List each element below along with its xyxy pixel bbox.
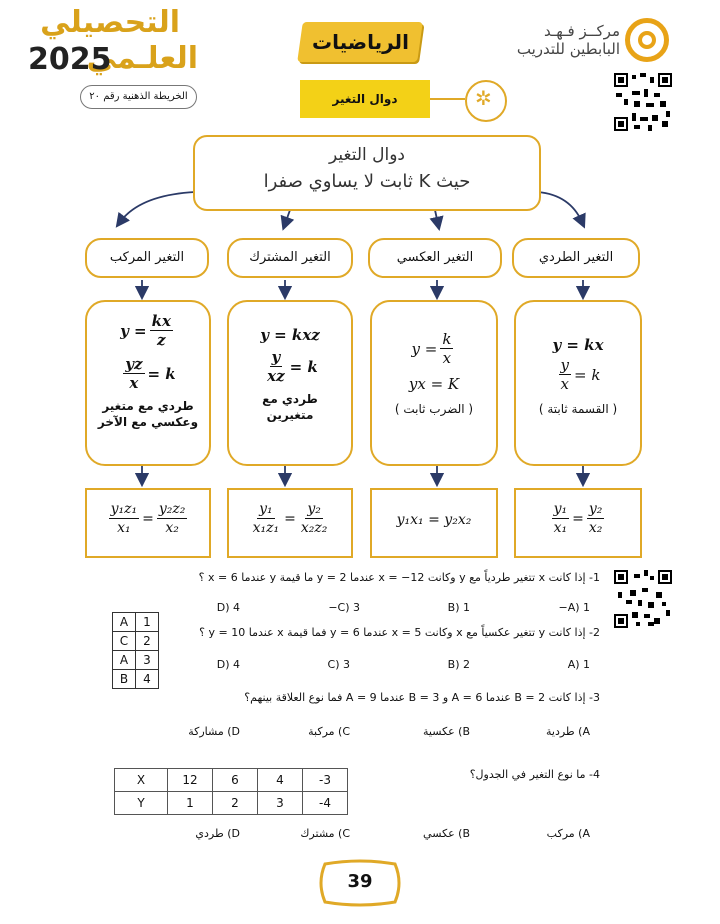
combined-rel-r-num: y₂z₂ bbox=[158, 501, 186, 517]
question-3-option-a[interactable]: A) طردية bbox=[545, 725, 590, 738]
question-1-text: 1- إذا كانت x تتغير طردياً مع y وكانت 12− = x عندما 2 = y ما قيمة y عندما 6 = x ؟ bbox=[198, 571, 600, 584]
direct-rel-r-den: x₂ bbox=[588, 520, 603, 536]
gear-icon: ✲ bbox=[465, 80, 507, 122]
direct-rel-l-num: y₁ bbox=[553, 501, 568, 517]
answer-key-number: 4 bbox=[136, 670, 159, 689]
formula-box-direct bbox=[514, 300, 642, 466]
joint-rel-l-den: x₁z₁ bbox=[252, 520, 280, 536]
answer-key-letter: A bbox=[113, 613, 136, 632]
inverse-rel: y₁x₁ = y₂x₂ bbox=[396, 512, 472, 528]
xy-table-cell: 6 bbox=[213, 769, 258, 792]
formula-box-inverse bbox=[370, 300, 498, 466]
xy-table-row-y bbox=[115, 792, 348, 815]
joint-rel-r-num: y₂ bbox=[307, 501, 321, 517]
joint-note-2: متغيرين bbox=[266, 408, 314, 422]
question-2-text: 2- إذا كانت y تتغير عكسياً مع x وكانت 5 = x عندما 6 = y فما قيمة x عندما 10 = y ؟ bbox=[199, 626, 600, 639]
combined-eq2-num: yz bbox=[125, 355, 143, 373]
org-name-line1: مركــز فـهـد bbox=[543, 22, 620, 40]
question-1-option-b[interactable]: B) 1 bbox=[447, 601, 470, 614]
qr-code-icon bbox=[614, 570, 672, 628]
main-title: دوال التغير bbox=[328, 145, 405, 165]
question-3-option-c[interactable]: C) مركبة bbox=[308, 725, 350, 738]
question-2-option-b[interactable]: B) 2 bbox=[447, 658, 470, 671]
question-3-option-d[interactable]: D) مشاركة bbox=[188, 725, 240, 738]
answer-key-number: 1 bbox=[136, 613, 159, 632]
question-4-option-b[interactable]: B) عكسي bbox=[423, 827, 470, 840]
question-2-option-a[interactable]: A) 1 bbox=[567, 658, 590, 671]
combined-eq1-num: kx bbox=[151, 312, 171, 330]
joint-eq2-den: xz bbox=[267, 367, 285, 385]
combined-eq2-rhs: = k bbox=[147, 364, 176, 383]
category-joint: التغير المشترك bbox=[227, 238, 353, 278]
answer-key-row bbox=[113, 670, 159, 689]
org-name-line2: البابطين للتدريب bbox=[516, 40, 620, 58]
xy-table-x-label: X bbox=[115, 769, 168, 792]
xy-table-cell: 1 bbox=[168, 792, 213, 815]
xy-table bbox=[114, 768, 348, 815]
direct-eq2-den: x bbox=[560, 375, 569, 393]
joint-eq2-rhs: = k bbox=[289, 357, 318, 376]
category-inverse: التغير العكسي bbox=[368, 238, 502, 278]
combined-eq1-lhs: y = bbox=[120, 321, 147, 340]
relation-box-inverse bbox=[370, 488, 498, 558]
answer-key-number: 2 bbox=[136, 632, 159, 651]
joint-eq1: y = kxz bbox=[260, 326, 320, 344]
page-number: 39 bbox=[347, 871, 373, 892]
combined-eq1-den: z bbox=[156, 331, 166, 349]
joint-rel-r-den: x₂z₂ bbox=[300, 520, 328, 536]
formula-box-joint bbox=[227, 300, 353, 466]
xy-table-cell: 12 bbox=[168, 769, 213, 792]
combined-note-2: وعكسي مع الآخر bbox=[97, 415, 199, 429]
combined-rel-l-den: x₁ bbox=[117, 520, 131, 536]
xy-table-cell: -4 bbox=[303, 792, 348, 815]
relation-box-joint: $\frac{\text{y₁}}{\text{x₁z₁}}$ = $\frac{\text{y₂}}{\text{x₂z₂}}$ bbox=[227, 488, 353, 558]
combined-rel-r-den: x₂ bbox=[165, 520, 179, 536]
combined-rel-l-num: y₁z₁ bbox=[110, 501, 138, 517]
question-1-option-d[interactable]: D) 4 bbox=[216, 601, 240, 614]
main-condition: حيث K ثابت لا يساوي صفرا bbox=[263, 171, 471, 192]
xy-table-cell: -3 bbox=[303, 769, 348, 792]
joint-note-1: طردي مع bbox=[262, 392, 318, 406]
xy-table-cell: 2 bbox=[213, 792, 258, 815]
answer-key-letter: A bbox=[113, 651, 136, 670]
brand-title-line2: العلـمي bbox=[86, 41, 198, 76]
question-2-option-d[interactable]: D) 4 bbox=[216, 658, 240, 671]
joint-rel-l-num: y₁ bbox=[259, 501, 273, 517]
answer-key-row bbox=[113, 632, 159, 651]
question-4-text: 4- ما نوع التغير في الجدول؟ bbox=[469, 768, 600, 781]
answer-key-table bbox=[112, 612, 159, 689]
topic-label: دوال التغير bbox=[300, 80, 430, 118]
question-4-option-a[interactable]: A) مركب bbox=[546, 827, 590, 840]
question-2-option-c[interactable]: C) 3 bbox=[327, 658, 350, 671]
direct-note: ( القسمة ثابتة ) bbox=[538, 402, 618, 416]
category-combined: التغير المركب bbox=[85, 238, 209, 278]
relation-box-direct: $\frac{\text{y₁}}{\text{x₁}}$ = $\frac{\text{y₂}}{\text{x₂}}$ bbox=[514, 488, 642, 558]
category-direct: التغير الطردي bbox=[512, 238, 640, 278]
inverse-eq2: yx = K bbox=[408, 375, 460, 393]
joint-eq2-num: y bbox=[271, 348, 281, 366]
main-definition-box bbox=[193, 135, 541, 211]
answer-key-number: 3 bbox=[136, 651, 159, 670]
question-3-option-b[interactable]: B) عكسية bbox=[422, 725, 470, 738]
map-label: الخريطة الذهنية رقم ٢٠ bbox=[80, 85, 197, 109]
inverse-note: ( الضرب ثابت ) bbox=[394, 402, 474, 416]
question-4-option-d[interactable]: D) طردي bbox=[195, 827, 240, 840]
question-1-option-a[interactable]: A) 1− bbox=[558, 601, 590, 614]
direct-eq2-num: y bbox=[560, 356, 570, 374]
year: 2025 bbox=[28, 42, 112, 77]
answer-key-row bbox=[113, 651, 159, 670]
inverse-eq1-den: x bbox=[442, 349, 452, 367]
answer-key-letter: B bbox=[113, 670, 136, 689]
inverse-eq1-lhs: y = bbox=[411, 339, 438, 358]
relation-box-combined: $\frac{\text{y₁z₁}}{\text{x₁}}$ = $\frac{\text{y₂z₂}}{\text{x₂}}$ bbox=[85, 488, 211, 558]
formula-box-combined bbox=[85, 300, 211, 466]
xy-table-cell: 4 bbox=[258, 769, 303, 792]
xy-table-y-label: Y bbox=[115, 792, 168, 815]
question-4-option-c[interactable]: C) مشترك bbox=[300, 827, 350, 840]
combined-note-1: طردي مع متغير bbox=[102, 399, 194, 413]
question-3-text: 3- إذا كانت 2 = B عندما 6 = A و 3 = B عندما 9 = A فما نوع العلاقة بينهم؟ bbox=[244, 691, 600, 704]
answer-key-row bbox=[113, 613, 159, 632]
xy-table-row-x bbox=[115, 769, 348, 792]
direct-eq1: y = kx bbox=[552, 336, 604, 354]
inverse-eq1-num: k bbox=[442, 330, 452, 348]
question-1-option-c[interactable]: C) 3− bbox=[328, 601, 360, 614]
brand-title-line1: التحصيلي bbox=[40, 5, 180, 40]
subject-label: الرياضيات bbox=[311, 30, 409, 54]
answer-key-letter: C bbox=[113, 632, 136, 651]
xy-table-cell: 3 bbox=[258, 792, 303, 815]
direct-eq2-rhs: = k bbox=[574, 365, 601, 384]
direct-rel-r-num: y₂ bbox=[588, 501, 603, 517]
direct-rel-l-den: x₁ bbox=[553, 520, 568, 536]
combined-eq2-den: x bbox=[129, 374, 139, 392]
